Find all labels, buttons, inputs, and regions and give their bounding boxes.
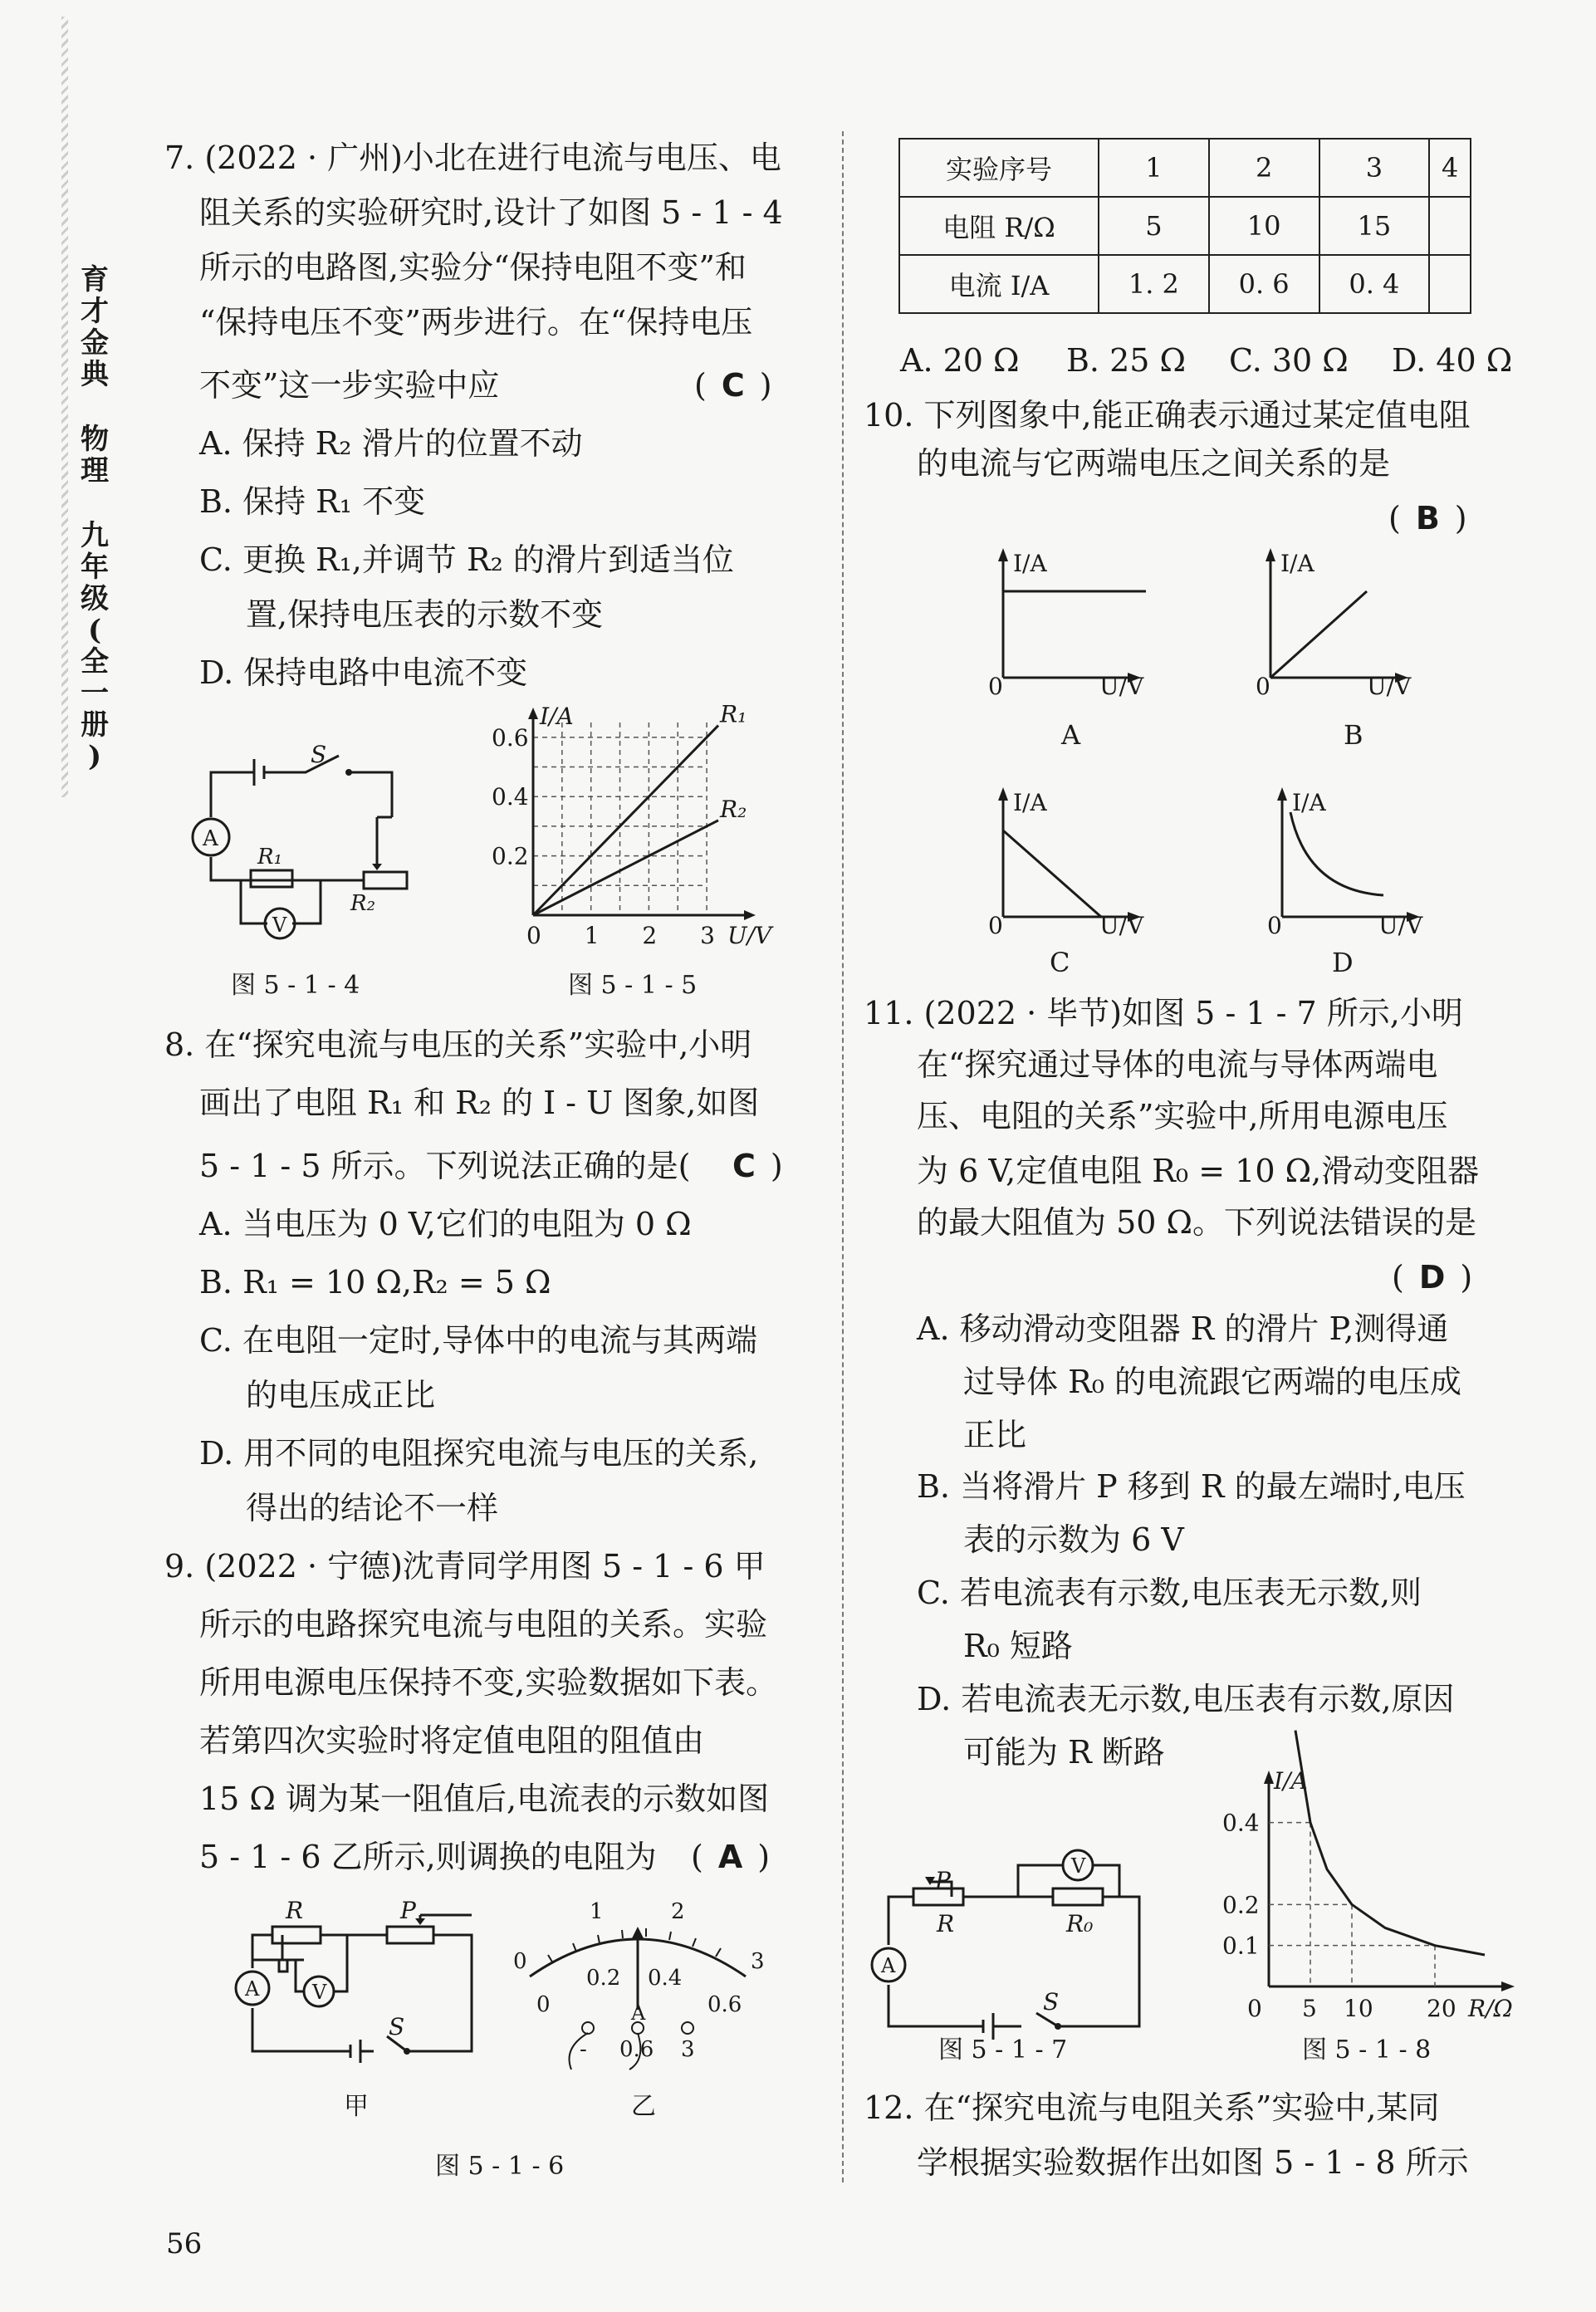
q10-line: 的电流与它两端电压之间关系的是	[917, 445, 1391, 482]
axis-y-label: I/A	[1013, 550, 1047, 577]
r-label: R	[937, 1910, 955, 1937]
x-tick-label: 5	[1302, 1995, 1317, 2022]
q11-option: B. 当将滑片 P 移到 R 的最左端时,电压	[917, 1468, 1466, 1505]
series-line	[533, 726, 718, 915]
q11-option: 过导体 R₀ 的电流跟它两端的电压成	[963, 1364, 1462, 1400]
figure-caption: 图 5 - 1 - 8	[1302, 2035, 1432, 2065]
column-divider	[842, 131, 844, 2182]
q11-line: 的最大阻值为 50 Ω。下列说法错误的是	[917, 1204, 1477, 1241]
x-tick-label: 0	[1247, 1995, 1262, 2022]
y-axis-arrow	[528, 708, 538, 719]
sidebar-char: (	[87, 614, 102, 647]
q11-line: 在“探究通过导体的电流与导体两端电	[917, 1046, 1438, 1083]
y-tick-label: 0.2	[492, 842, 529, 870]
x-axis-arrow	[1501, 1981, 1515, 1991]
figure-caption: 图 5 - 1 - 5	[568, 971, 698, 1000]
origin-label: 0	[1267, 912, 1282, 939]
table-cell	[1429, 255, 1471, 313]
y-tick-label: 0.4	[1222, 1809, 1260, 1837]
q10-answer-letter: B	[1415, 500, 1440, 536]
y-axis-label: I/A	[540, 703, 574, 730]
sidebar-char: 物	[81, 423, 109, 456]
sidebar-char: 才	[81, 295, 109, 328]
table-cell	[1429, 197, 1471, 255]
figure-sub-caption: 乙	[631, 2092, 656, 2121]
graph-b	[1251, 540, 1450, 751]
x-tick-label: 1	[584, 922, 600, 949]
table-cell: 4	[1429, 139, 1471, 197]
sidebar-char: 级	[81, 582, 109, 615]
q8-option: B. R₁ = 10 Ω,R₂ = 5 Ω	[199, 1264, 551, 1300]
q9-answer: ( A )	[691, 1839, 771, 1875]
q11-line: 为 6 V,定值电阻 R₀ = 10 Ω,滑动变阻器	[917, 1153, 1480, 1189]
q7-line: 7. (2022 · 广州)小北在进行电流与电压、电	[164, 140, 781, 176]
sidebar-char: 全	[81, 645, 109, 678]
table-cell: 1	[1099, 139, 1209, 197]
q11-option: D. 若电流表无示数,电压表有示数,原因	[917, 1681, 1455, 1717]
ammeter-dial	[505, 1885, 771, 2076]
table-cell: 电流 I/A	[899, 255, 1099, 313]
table-cell: 实验序号	[899, 139, 1099, 197]
sidebar-char: )	[87, 740, 102, 773]
dial-top-1: 1	[590, 1899, 604, 1924]
q11-option: C. 若电流表有示数,电压表无示数,则	[917, 1575, 1422, 1611]
q7-option: B. 保持 R₁ 不变	[199, 483, 426, 520]
r2-label: R₂	[350, 891, 375, 916]
graph-label: C	[1050, 947, 1070, 978]
q8-option: 的电压成正比	[246, 1377, 436, 1413]
ammeter-label: A	[203, 826, 218, 851]
sidebar-char: 册	[81, 708, 109, 742]
x-tick-label: 3	[700, 922, 715, 949]
graph-label: A	[1061, 719, 1081, 751]
q7-option: C. 更换 R₁,并调节 R₂ 的滑片到适当位	[199, 541, 734, 578]
book-title-vertical	[70, 264, 120, 772]
table-row	[899, 139, 1471, 197]
sidebar-char: 一	[81, 677, 109, 710]
y-axis-arrow	[1264, 1771, 1274, 1784]
q12-line: 学根据实验数据作出如图 5 - 1 - 8 所示	[917, 2144, 1469, 2181]
q9-line: 所用电源电压保持不变,实验数据如下表。	[199, 1664, 778, 1701]
voltmeter-label: V	[272, 914, 287, 937]
sidebar-char: 育	[81, 263, 109, 296]
q9-line: 9. (2022 · 宁德)沈青同学用图 5 - 1 - 6 甲	[164, 1548, 766, 1585]
figure-5-1-5-chart	[492, 700, 774, 955]
table-row	[899, 255, 1471, 313]
q7-line: 不变”这一步实验中应	[199, 367, 500, 404]
table-cell: 15	[1319, 197, 1430, 255]
q8-line: 5 - 1 - 5 所示。下列说法正确的是(	[199, 1148, 691, 1184]
figure-5-1-7-circuit	[870, 1822, 1153, 2016]
q7-answer: ( C )	[694, 367, 772, 404]
graph-c	[983, 779, 1182, 978]
table-cell: 电阻 R/Ω	[899, 197, 1099, 255]
s-label: S	[1043, 1988, 1060, 2016]
q11-line: 11. (2022 · 毕节)如图 5 - 1 - 7 所示,小明	[864, 995, 1463, 1031]
figure-caption: 图 5 - 1 - 4	[231, 971, 360, 1000]
figure-5-1-6-circuit	[223, 1885, 488, 2068]
switch-label: S	[311, 741, 327, 768]
figure-sub-caption: 甲	[344, 2092, 369, 2121]
sidebar-char: 金	[81, 326, 109, 360]
axis-x-label: U/V	[1099, 673, 1144, 700]
sidebar-char: 理	[81, 454, 109, 487]
q8-option: C. 在电阻一定时,导体中的电流与其两端	[199, 1322, 757, 1359]
q8-option: A. 当电压为 0 V,它们的电阻为 0 Ω	[199, 1206, 692, 1242]
x-tick-label: 20	[1427, 1995, 1456, 2022]
q11-answer: ( D )	[1392, 1259, 1473, 1296]
r1-label: R₁	[257, 845, 282, 869]
q11-answer-letter: D	[1418, 1259, 1446, 1296]
table-row	[899, 197, 1471, 255]
table-cell: 10	[1209, 197, 1319, 255]
q7-option: 置,保持电压表的示数不变	[246, 596, 604, 633]
table-cell: 3	[1319, 139, 1430, 197]
figure-caption: 图 5 - 1 - 7	[938, 2035, 1068, 2065]
q7-line: 所示的电路图,实验分“保持电阻不变”和	[199, 249, 747, 286]
q9-option: C. 30 Ω	[1229, 342, 1349, 379]
graph-a	[983, 540, 1182, 751]
p-label: P	[935, 1867, 951, 1894]
q8-option: D. 用不同的电阻探究电流与电压的关系,	[199, 1435, 759, 1472]
x-tick-label: 0	[526, 922, 541, 949]
q9-option: D. 40 Ω	[1392, 342, 1513, 379]
sidebar-char: 典	[81, 358, 109, 391]
figure-5-1-8-chart	[1219, 1767, 1535, 2022]
origin-label: 0	[1256, 673, 1270, 700]
q8-option: 得出的结论不一样	[246, 1490, 499, 1526]
q8-answer-letter: C	[732, 1148, 756, 1184]
y-tick-label: 0.2	[1222, 1891, 1260, 1919]
voltmeter-label: V	[1071, 1854, 1086, 1878]
x-tick-label: 10	[1344, 1995, 1373, 2022]
table-cell: 2	[1209, 139, 1319, 197]
y-tick-label: 0.1	[1222, 1932, 1260, 1960]
x-tick-label: 2	[642, 922, 658, 949]
q9-line: 所示的电路探究电流与电阻的关系。实验	[199, 1606, 768, 1643]
terminal-minus: -	[580, 2037, 587, 2062]
x-axis-label: R/Ω	[1468, 1995, 1513, 2022]
q11-option: A. 移动滑动变阻器 R 的滑片 P,测得通	[917, 1310, 1449, 1347]
series-line	[533, 820, 718, 915]
s-label: S	[389, 2013, 405, 2040]
table-cell: 0. 6	[1209, 255, 1319, 313]
axis-y-label: I/A	[1292, 789, 1326, 816]
page-edge-hatching	[61, 17, 68, 797]
ammeter-label: A	[245, 1977, 260, 2001]
graph-label: D	[1332, 947, 1354, 978]
origin-label: 0	[988, 673, 1003, 700]
q9-answer-letter: A	[717, 1839, 743, 1875]
dial-top-2: 2	[671, 1899, 685, 1924]
sidebar-char: 年	[81, 551, 109, 584]
q11-option: 正比	[963, 1417, 1027, 1453]
r0-label: R₀	[1066, 1910, 1094, 1937]
graph-d	[1262, 779, 1461, 978]
q9-line: 若第四次实验时将定值电阻的阻值由	[199, 1722, 705, 1759]
dial-bottom-0: 0	[536, 1992, 551, 2017]
q7-line: “保持电压不变”两步进行。在“保持电压	[199, 304, 753, 340]
terminal-3: 3	[681, 2037, 695, 2062]
q7-line: 阻关系的实验研究时,设计了如图 5 - 1 - 4	[199, 194, 783, 231]
q9-data-table	[898, 138, 1471, 314]
ammeter-label: A	[881, 1954, 896, 1977]
y-tick-label: 0.4	[492, 783, 529, 811]
terminal-0.6: 0.6	[619, 2037, 654, 2062]
q12-line: 12. 在“探究电流与电阻关系”实验中,某同	[864, 2089, 1440, 2126]
graph-label: B	[1344, 719, 1363, 751]
page-number: 56	[166, 2227, 203, 2261]
dial-top-3: 3	[751, 1949, 765, 1974]
q7-option: D. 保持电路中电流不变	[199, 654, 528, 691]
table-cell: 1. 2	[1099, 255, 1209, 313]
dial-bottom-1: 0.2	[586, 1966, 621, 1991]
series-label: R₂	[720, 795, 747, 823]
q10-answer: ( B )	[1388, 500, 1467, 536]
x-axis-label: U/V	[727, 922, 772, 949]
dial-bottom-2: 0.4	[648, 1966, 683, 1991]
axis-x-label: U/V	[1099, 912, 1144, 939]
q7-option: A. 保持 R₂ 滑片的位置不动	[199, 425, 583, 462]
q11-option: 表的示数为 6 V	[963, 1521, 1184, 1558]
r-label: R	[286, 1897, 304, 1924]
y-tick-label: 0.6	[492, 723, 529, 752]
q8-line: 8. 在“探究电流与电压的关系”实验中,小明	[164, 1026, 752, 1063]
axis-x-label: U/V	[1367, 673, 1412, 700]
q9-line: 5 - 1 - 6 乙所示,则调换的电阻为	[199, 1839, 657, 1875]
axis-y-label: I/A	[1013, 789, 1047, 816]
series-curve	[1295, 1731, 1485, 1955]
q8-answer: C )	[732, 1148, 783, 1184]
y-axis-label: I/A	[1274, 1767, 1308, 1795]
sidebar-char: 九	[81, 519, 109, 552]
q11-line: 压、电阻的关系”实验中,所用电源电压	[917, 1098, 1448, 1134]
figure-5-1-4-circuit	[184, 731, 417, 947]
q7-answer-letter: C	[721, 367, 745, 404]
q9-option: A. 20 Ω	[900, 342, 1020, 379]
figure-caption: 图 5 - 1 - 6	[435, 2152, 565, 2181]
voltmeter-label: V	[312, 1981, 327, 2004]
series-label: R₁	[720, 700, 747, 728]
axis-x-label: U/V	[1378, 912, 1423, 939]
table-cell: 5	[1099, 197, 1209, 255]
p-label: P	[400, 1897, 416, 1924]
x-axis-arrow	[744, 910, 756, 920]
table-cell: 0. 4	[1319, 255, 1430, 313]
axis-y-label: I/A	[1280, 550, 1314, 577]
q11-option: R₀ 短路	[963, 1628, 1073, 1664]
q10-line: 10. 下列图象中,能正确表示通过某定值电阻	[864, 397, 1471, 434]
q9-option: B. 25 Ω	[1066, 342, 1187, 379]
dial-bottom-3: 0.6	[707, 1992, 742, 2017]
q9-line: 15 Ω 调为某一阻值后,电流表的示数如图	[199, 1781, 770, 1817]
q11-option: 可能为 R 断路	[963, 1734, 1165, 1771]
q8-line: 画出了电阻 R₁ 和 R₂ 的 I - U 图象,如图	[199, 1085, 760, 1121]
origin-label: 0	[988, 912, 1003, 939]
dial-top-0: 0	[513, 1949, 527, 1974]
dial-unit: A	[631, 2001, 646, 2025]
